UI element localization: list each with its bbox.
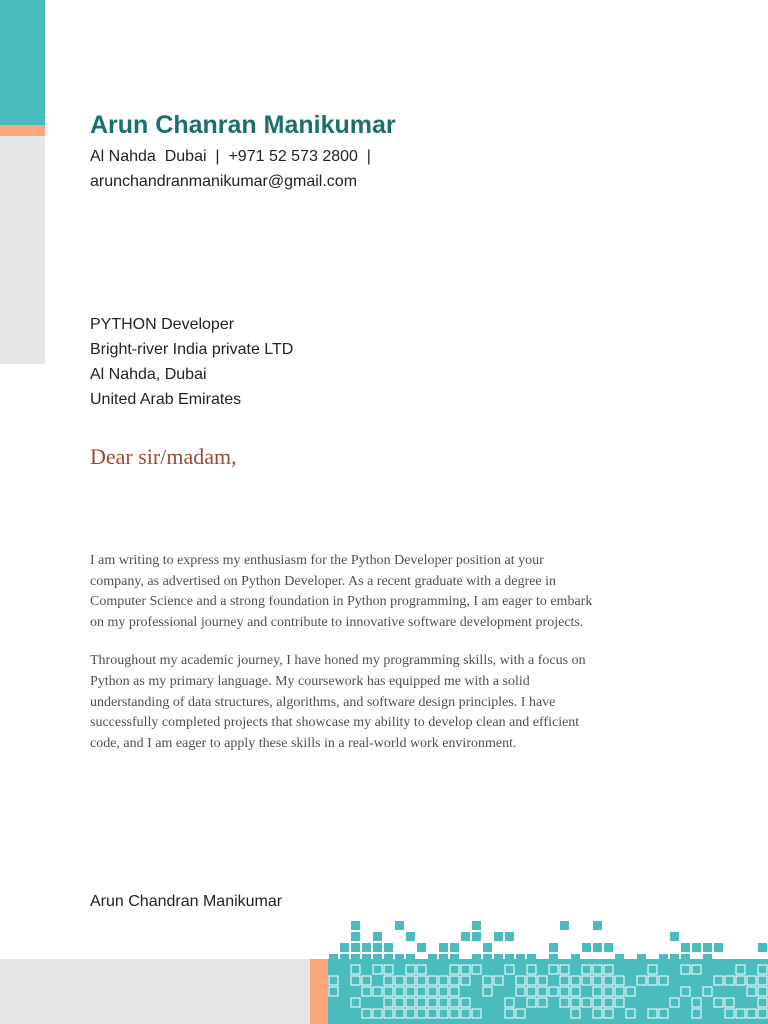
contact-email: arunchandranmanikumar@gmail.com: [90, 173, 358, 190]
pixel-square: [483, 954, 492, 963]
pixel-square: [615, 976, 624, 985]
pixel-square: [472, 1009, 481, 1018]
pixel-square: [527, 987, 536, 996]
pixel-square: [483, 943, 492, 952]
pixel-square: [549, 954, 558, 963]
pixel-square: [351, 932, 360, 941]
pixel-square: [670, 954, 679, 963]
pixel-square: [461, 965, 470, 974]
pixel-square: [527, 954, 536, 963]
pixel-square: [329, 976, 338, 985]
pixel-square: [604, 987, 613, 996]
letter-body: [90, 551, 595, 772]
pixel-square: [362, 943, 371, 952]
pixel-square: [384, 987, 393, 996]
pixel-square: [461, 976, 470, 985]
pixel-square: [516, 976, 525, 985]
recipient-city: Al Nahda, Dubai: [90, 366, 207, 383]
pixel-square: [384, 976, 393, 985]
pixel-square: [758, 987, 767, 996]
recipient-title: PYTHON Developer: [90, 316, 235, 333]
pixel-square: [362, 954, 371, 963]
pixel-square: [395, 954, 404, 963]
body-paragraph-1: I am writing to express my enthusiasm for the Python Developer position at your company, as advertised on Python Developer. As a recent graduate with a degree in Computer Science and a strong foundation in Python programming, I am eager to embark on my professional journey and contribute to innovative software development projects.: [90, 553, 593, 630]
pixel-square: [571, 954, 580, 963]
pixel-square: [373, 932, 382, 941]
pixel-square: [395, 987, 404, 996]
pixel-square: [450, 954, 459, 963]
pixel-square: [395, 921, 404, 930]
pixel-square: [406, 998, 415, 1007]
pixel-square: [329, 987, 338, 996]
pixel-square: [681, 943, 690, 952]
pixel-square: [549, 965, 558, 974]
pixel-square: [373, 1009, 382, 1018]
recipient-company: Bright-river India private LTD: [90, 341, 294, 358]
left-accent-bar-teal: [0, 0, 45, 125]
pixel-square: [681, 954, 690, 963]
pixel-square: [439, 954, 448, 963]
pixel-square: [582, 998, 591, 1007]
pixel-square: [571, 976, 580, 985]
pixel-square: [725, 998, 734, 1007]
pixel-square: [472, 921, 481, 930]
contact-address-phone: Al Nahda Dubai | +971 52 573 2800 |: [90, 148, 371, 165]
pixel-square: [450, 998, 459, 1007]
pixel-square: [373, 943, 382, 952]
pixel-square: [604, 976, 613, 985]
pixel-square: [703, 954, 712, 963]
pixel-square: [593, 998, 602, 1007]
pixel-square: [395, 976, 404, 985]
pixel-square: [758, 965, 767, 974]
pixel-square: [351, 943, 360, 952]
pixel-square: [461, 1009, 470, 1018]
pixel-square: [659, 976, 668, 985]
pixel-square: [439, 998, 448, 1007]
pixel-square: [439, 976, 448, 985]
pixel-square: [725, 976, 734, 985]
signature: Arun Chandran Manikumar: [90, 893, 283, 910]
pixel-square: [604, 943, 613, 952]
pixel-square: [505, 954, 514, 963]
pixel-square: [351, 976, 360, 985]
pixel-square: [472, 965, 481, 974]
pixel-square: [505, 998, 514, 1007]
pixel-square: [516, 987, 525, 996]
pixel-square: [417, 998, 426, 1007]
pixel-square: [516, 954, 525, 963]
pixel-square: [472, 932, 481, 941]
pixel-square: [439, 1009, 448, 1018]
pixel-square: [472, 954, 481, 963]
footer-pixel-pattern: [328, 920, 768, 1024]
pixel-square: [538, 976, 547, 985]
pixel-square: [714, 998, 723, 1007]
pixel-square: [428, 976, 437, 985]
pixel-square: [615, 987, 624, 996]
pixel-square: [714, 943, 723, 952]
pixel-square: [340, 943, 349, 952]
pixel-square: [494, 954, 503, 963]
pixel-square: [714, 976, 723, 985]
pixel-square: [362, 976, 371, 985]
pixel-square: [450, 976, 459, 985]
pixel-square: [406, 1009, 415, 1018]
pixel-square: [373, 987, 382, 996]
pixel-square: [615, 998, 624, 1007]
pixel-square: [428, 1009, 437, 1018]
pixel-square: [736, 976, 745, 985]
pixel-square: [659, 1009, 668, 1018]
pixel-square: [758, 1009, 767, 1018]
pixel-square: [384, 954, 393, 963]
pixel-square: [736, 1009, 745, 1018]
pixel-square: [406, 976, 415, 985]
pixel-square: [626, 1009, 635, 1018]
pixel-square: [483, 987, 492, 996]
pixel-square: [560, 987, 569, 996]
pixel-square: [362, 987, 371, 996]
pixel-square: [450, 1009, 459, 1018]
pixel-square: [747, 976, 756, 985]
pixel-square: [527, 998, 536, 1007]
pixel-square: [417, 976, 426, 985]
pixel-square: [560, 921, 569, 930]
pixel-square: [340, 954, 349, 963]
pixel-square: [329, 954, 338, 963]
pixel-square: [560, 998, 569, 1007]
pixel-square: [549, 943, 558, 952]
pixel-square: [593, 943, 602, 952]
pixel-square: [439, 943, 448, 952]
pixel-square: [582, 965, 591, 974]
pixel-square: [758, 976, 767, 985]
left-accent-bar-orange: [0, 125, 45, 136]
pixel-square: [406, 954, 415, 963]
pixel-square: [659, 954, 668, 963]
pixel-square: [681, 965, 690, 974]
pixel-square: [670, 998, 679, 1007]
pixel-square: [582, 976, 591, 985]
pixel-pattern-graphic: [328, 920, 768, 1024]
recipient-block: [90, 312, 293, 412]
pixel-square: [560, 965, 569, 974]
pixel-square: [615, 954, 624, 963]
pixel-square: [351, 921, 360, 930]
pixel-square: [703, 943, 712, 952]
pixel-square: [725, 1009, 734, 1018]
pixel-square: [351, 998, 360, 1007]
pixel-square: [593, 976, 602, 985]
pixel-square: [494, 976, 503, 985]
pixel-square: [692, 943, 701, 952]
pixel-square: [692, 998, 701, 1007]
pixel-square: [417, 965, 426, 974]
pixel-square: [406, 965, 415, 974]
pixel-square: [428, 987, 437, 996]
pixel-square: [560, 976, 569, 985]
pixel-square: [406, 932, 415, 941]
pixel-square: [406, 987, 415, 996]
pixel-square: [494, 932, 503, 941]
pixel-square: [439, 987, 448, 996]
left-accent-bar-gray: [0, 136, 45, 364]
pixel-square: [692, 965, 701, 974]
pixel-square: [428, 954, 437, 963]
pixel-square: [681, 987, 690, 996]
pixel-square: [428, 998, 437, 1007]
pixel-square: [593, 965, 602, 974]
pixel-square: [351, 954, 360, 963]
pixel-square: [538, 998, 547, 1007]
pixel-square: [747, 987, 756, 996]
pixel-square: [626, 987, 635, 996]
pixel-square: [604, 965, 613, 974]
pixel-square: [692, 1009, 701, 1018]
pixel-square: [637, 954, 646, 963]
pixel-square: [604, 998, 613, 1007]
pixel-square: [593, 921, 602, 930]
pixel-square: [395, 1009, 404, 1018]
pixel-square: [395, 998, 404, 1007]
pixel-square: [505, 932, 514, 941]
pixel-square: [582, 943, 591, 952]
pixel-square: [373, 954, 382, 963]
pixel-square: [461, 998, 470, 1007]
pixel-square: [417, 1009, 426, 1018]
pixel-square: [758, 943, 767, 952]
pixel-square: [736, 965, 745, 974]
pixel-square: [373, 965, 382, 974]
pixel-square: [571, 1009, 580, 1018]
footer-band-orange: [310, 959, 328, 1024]
pixel-square: [505, 965, 514, 974]
pixel-square: [549, 987, 558, 996]
pixel-square: [417, 943, 426, 952]
pixel-square: [571, 998, 580, 1007]
sender-contact: [90, 144, 371, 194]
pixel-square: [450, 965, 459, 974]
footer-band-gray: [0, 959, 310, 1024]
pixel-square: [648, 976, 657, 985]
pixel-square: [505, 1009, 514, 1018]
pixel-square: [593, 987, 602, 996]
pixel-square: [637, 976, 646, 985]
pixel-square: [351, 965, 360, 974]
pixel-square: [483, 976, 492, 985]
pixel-square: [747, 1009, 756, 1018]
recipient-country: United Arab Emirates: [90, 391, 242, 408]
sender-name: Arun Chanran Manikumar: [90, 111, 396, 139]
pixel-square: [450, 987, 459, 996]
pixel-square: [527, 976, 536, 985]
pixel-square: [593, 1009, 602, 1018]
pixel-square: [571, 987, 580, 996]
pixel-square: [758, 998, 767, 1007]
pixel-square: [527, 965, 536, 974]
body-paragraph-2: Throughout my academic journey, I have honed my programming skills, with a focus on Python as my primary language. My coursework has equipped me with a solid understanding of data structures, algorithms, and software design principles. I have successfully completed projects that showcase my ability to develop clean and efficient code, and I am eager to apply these skills in a real-world work environment.: [90, 653, 586, 751]
pixel-square: [516, 1009, 525, 1018]
greeting: Dear sir/madam,: [90, 444, 237, 469]
pixel-square: [384, 943, 393, 952]
pixel-square: [362, 1009, 371, 1018]
pixel-square: [604, 1009, 613, 1018]
pixel-square: [703, 987, 712, 996]
pixel-square: [384, 965, 393, 974]
pixel-square: [461, 932, 470, 941]
pixel-square: [384, 1009, 393, 1018]
pixel-square: [538, 987, 547, 996]
pixel-square: [417, 987, 426, 996]
pixel-square: [670, 932, 679, 941]
pixel-square: [648, 1009, 657, 1018]
pixel-square: [450, 943, 459, 952]
pixel-square: [384, 998, 393, 1007]
pixel-square: [648, 965, 657, 974]
